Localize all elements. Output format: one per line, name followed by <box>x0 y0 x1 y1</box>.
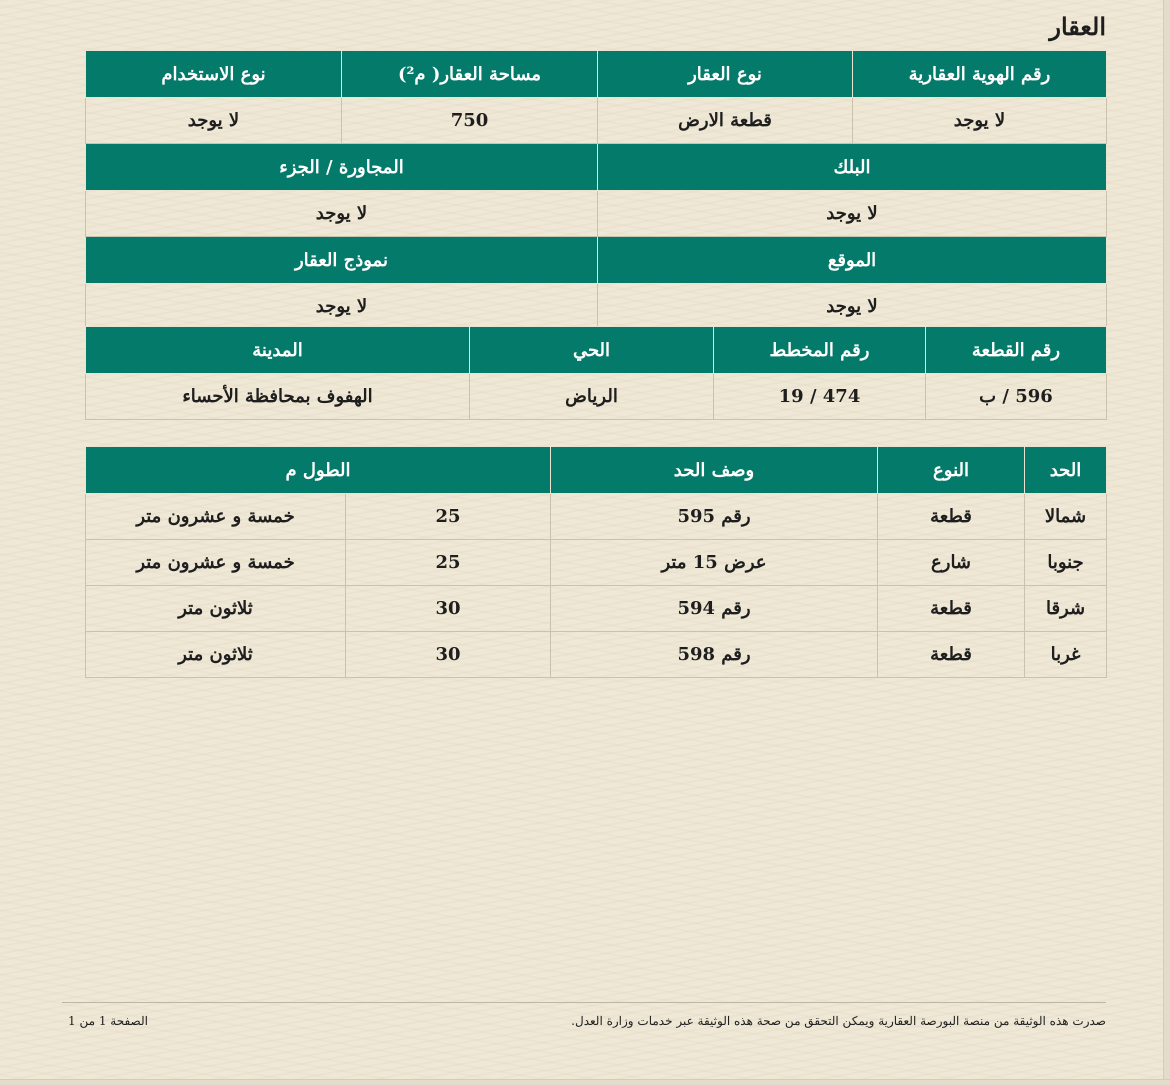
boundary-type: شارع <box>878 540 1025 586</box>
header-property-id: رقم الهوية العقارية <box>853 51 1107 98</box>
boundary-side: جنوبا <box>1025 540 1107 586</box>
value-block: لا يوجد <box>598 191 1107 237</box>
header-location: الموقع <box>598 237 1107 284</box>
value-neighborhood-part: لا يوجد <box>86 191 598 237</box>
property-info-table <box>85 50 1107 330</box>
info-value-row-1 <box>86 98 1107 144</box>
boundary-type: قطعة <box>878 586 1025 632</box>
boundary-length-words: خمسة و عشرون متر <box>86 540 346 586</box>
info-header-row-2 <box>86 144 1107 191</box>
header-city: المدينة <box>86 327 470 374</box>
value-plan-number: 19 / 474 <box>714 374 926 420</box>
header-usage-type: نوع الاستخدام <box>86 51 342 98</box>
info-value-row-2 <box>86 191 1107 237</box>
value-usage-type: لا يوجد <box>86 98 342 144</box>
boundary-length: 25 <box>346 540 551 586</box>
header-neighborhood-part: المجاورة / الجزء <box>86 144 598 191</box>
header-block: البلك <box>598 144 1107 191</box>
boundary-length: 30 <box>346 632 551 678</box>
boundary-row <box>86 540 1107 586</box>
header-boundary: الحد <box>1025 447 1107 494</box>
boundary-description: رقم 598 <box>551 632 878 678</box>
value-property-type: قطعة الارض <box>598 98 853 144</box>
boundary-length-words: ثلاثون متر <box>86 586 346 632</box>
footer-divider <box>62 1002 1106 1003</box>
footer-notice: صدرت هذه الوثيقة من منصة البورصة العقارية ويمكن التحقق من صحة هذه الوثيقة عبر خدمات وزارة العدل. <box>571 1014 1106 1028</box>
boundary-length-words: خمسة و عشرون متر <box>86 494 346 540</box>
boundary-row <box>86 632 1107 678</box>
boundary-side: شرقا <box>1025 586 1107 632</box>
header-boundary-description: وصف الحد <box>551 447 878 494</box>
info-value-row-3 <box>86 284 1107 330</box>
boundaries-header-row <box>86 447 1107 494</box>
info-value-row-4 <box>86 374 1107 420</box>
boundary-length: 25 <box>346 494 551 540</box>
boundary-row <box>86 586 1107 632</box>
info-header-row-1 <box>86 51 1107 98</box>
header-length: الطول م <box>86 447 551 494</box>
page-edge-right <box>1163 0 1170 1085</box>
value-property-model: لا يوجد <box>86 284 598 330</box>
header-district: الحي <box>470 327 714 374</box>
boundary-description: رقم 594 <box>551 586 878 632</box>
header-boundary-type: النوع <box>878 447 1025 494</box>
boundary-description: رقم 595 <box>551 494 878 540</box>
plot-info-table <box>85 326 1107 420</box>
boundary-length-words: ثلاثون متر <box>86 632 346 678</box>
header-plan-number: رقم المخطط <box>714 327 926 374</box>
section-title: العقار <box>1049 12 1106 41</box>
value-property-area: 750 <box>342 98 598 144</box>
boundaries-table <box>85 446 1107 678</box>
boundary-length: 30 <box>346 586 551 632</box>
value-city: الهفوف بمحافظة الأحساء <box>86 374 470 420</box>
info-header-row-4 <box>86 327 1107 374</box>
value-property-id: لا يوجد <box>853 98 1107 144</box>
header-property-area: مساحة العقار( م²) <box>342 51 598 98</box>
header-property-type: نوع العقار <box>598 51 853 98</box>
page-edge-bottom <box>0 1079 1170 1085</box>
boundary-type: قطعة <box>878 632 1025 678</box>
boundary-row <box>86 494 1107 540</box>
page-number: الصفحة 1 من 1 <box>68 1014 148 1028</box>
boundary-side: غربا <box>1025 632 1107 678</box>
boundary-side: شمالا <box>1025 494 1107 540</box>
boundary-description: عرض 15 متر <box>551 540 878 586</box>
header-plot-number: رقم القطعة <box>926 327 1107 374</box>
boundary-type: قطعة <box>878 494 1025 540</box>
header-property-model: نموذج العقار <box>86 237 598 284</box>
value-plot-number: 596 / ب <box>926 374 1107 420</box>
value-district: الرياض <box>470 374 714 420</box>
info-header-row-3 <box>86 237 1107 284</box>
value-location: لا يوجد <box>598 284 1107 330</box>
